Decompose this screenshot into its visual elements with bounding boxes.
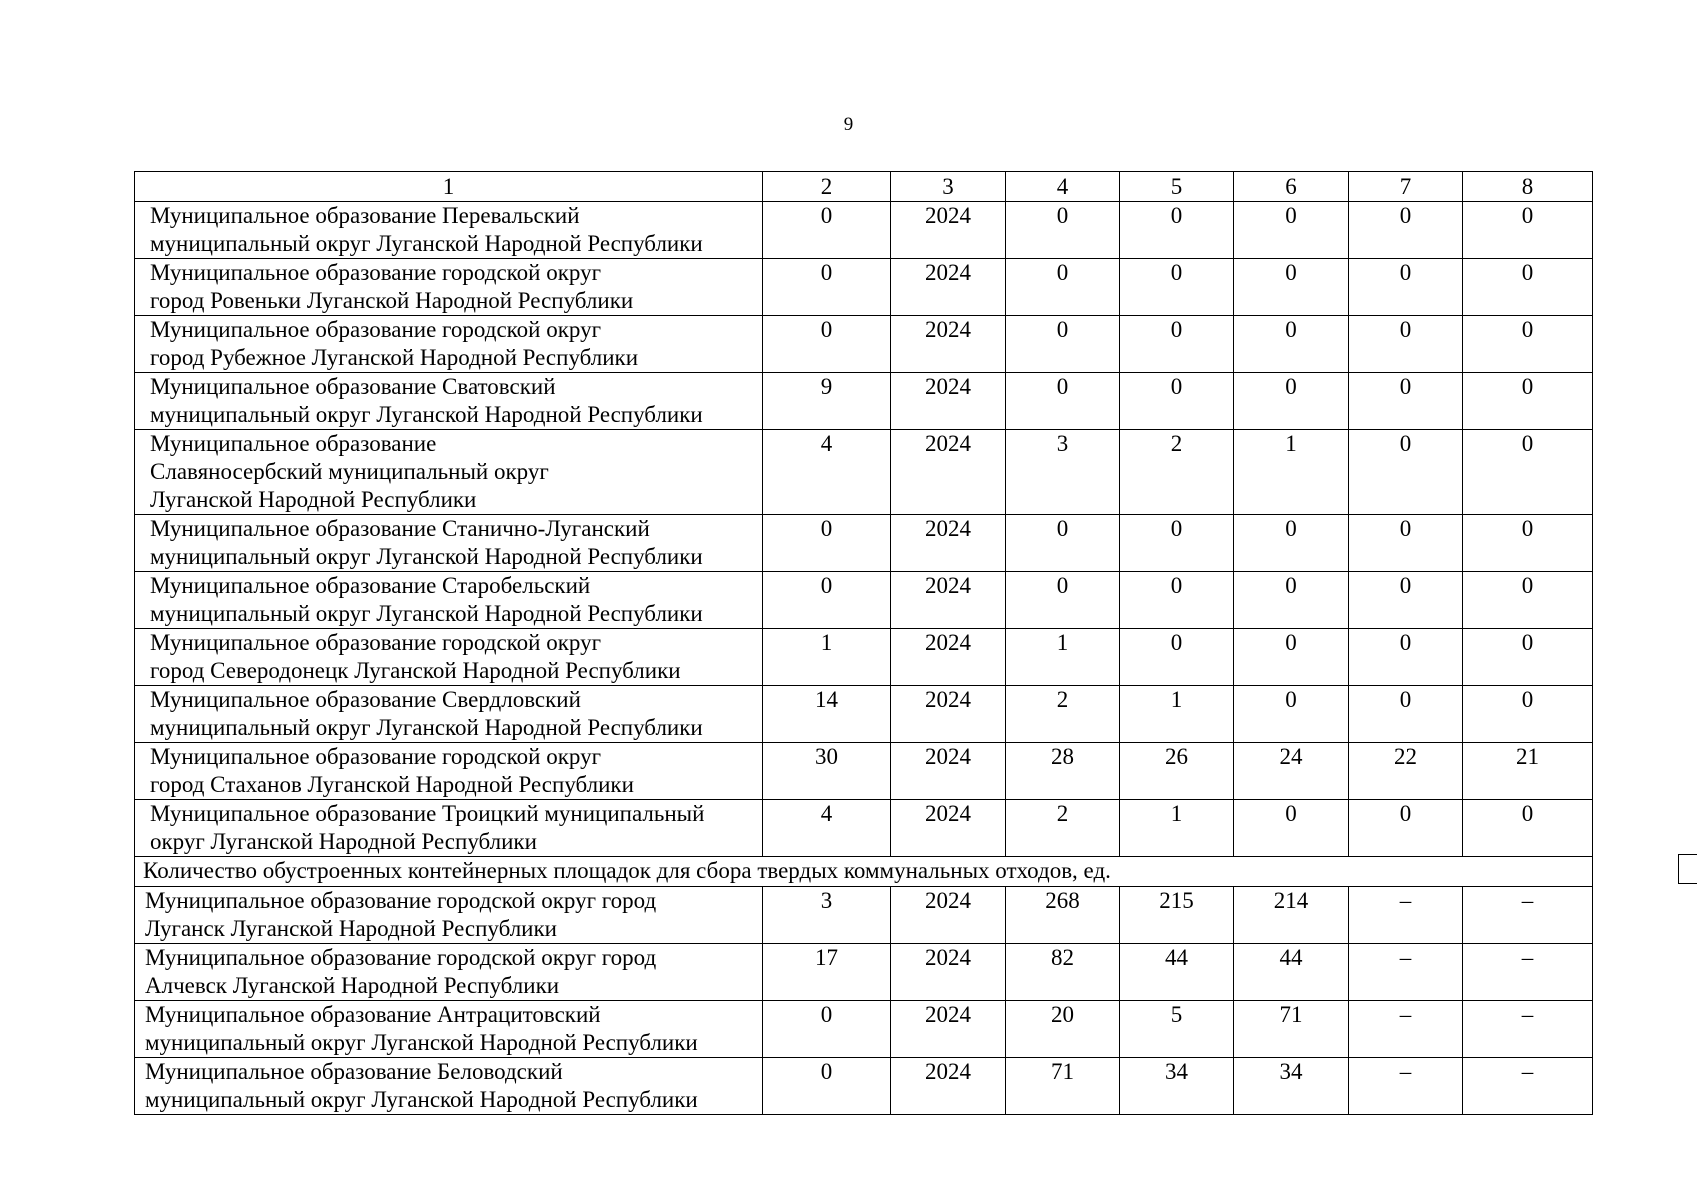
- value-cell-col-3: 2024: [891, 686, 1006, 743]
- value-cell-col-4: 82: [1006, 944, 1120, 1001]
- municipality-name-line: Муниципальное образование Беловодский: [145, 1059, 563, 1084]
- value-cell-col-8: 21: [1463, 743, 1593, 800]
- page-number: 9: [843, 114, 854, 135]
- value-cell-col-3: 2024: [891, 887, 1006, 944]
- municipality-name-line: муниципальный округ Луганской Народной Республики: [145, 1030, 698, 1055]
- value-cell-col-5: 34: [1120, 1058, 1234, 1115]
- header-cell: 1: [135, 172, 763, 202]
- value-cell-col-4: 0: [1006, 202, 1120, 259]
- header-cell: 2: [763, 172, 891, 202]
- municipality-name-line: Муниципальное образование городской округ: [150, 744, 602, 769]
- value-cell-col-4: 0: [1006, 373, 1120, 430]
- municipality-name-line: Муниципальное образование городской округ: [150, 317, 602, 342]
- municipality-name-line: Муниципальное образование Сватовский: [150, 374, 556, 399]
- value-cell-col-2: 3: [763, 887, 891, 944]
- table-row: [135, 515, 1593, 572]
- section-row: [135, 857, 1593, 887]
- value-cell-col-7: 0: [1349, 202, 1463, 259]
- value-cell-col-7: 0: [1349, 316, 1463, 373]
- table-row: [135, 1001, 1593, 1058]
- municipality-name-line: округ Луганской Народной Республики: [150, 829, 537, 854]
- value-cell-col-2: 0: [763, 259, 891, 316]
- value-cell-col-7: –: [1349, 1001, 1463, 1058]
- municipality-name-line: город Ровеньки Луганской Народной Республики: [150, 288, 634, 313]
- table-row: [135, 944, 1593, 1001]
- table-row: [135, 686, 1593, 743]
- value-cell-col-4: 3: [1006, 430, 1120, 515]
- table-row: [135, 800, 1593, 857]
- value-cell-col-5: 26: [1120, 743, 1234, 800]
- value-cell-col-6: 214: [1234, 887, 1349, 944]
- municipality-name-cell: [135, 316, 763, 373]
- value-cell-col-5: 215: [1120, 887, 1234, 944]
- table-row: [135, 572, 1593, 629]
- municipality-name-cell: [135, 202, 763, 259]
- municipality-name-line: Муниципальное образование Троицкий муниципальный: [150, 801, 705, 826]
- value-cell-col-8: 0: [1463, 373, 1593, 430]
- value-cell-col-6: 0: [1234, 800, 1349, 857]
- value-cell-col-6: 0: [1234, 686, 1349, 743]
- value-cell-col-2: 0: [763, 1001, 891, 1058]
- value-cell-col-7: 0: [1349, 629, 1463, 686]
- municipality-name-line: муниципальный округ Луганской Народной Республики: [150, 231, 703, 256]
- municipality-name-line: муниципальный округ Луганской Народной Республики: [150, 715, 703, 740]
- municipality-name-cell: [135, 373, 763, 430]
- value-cell-col-7: 0: [1349, 686, 1463, 743]
- header-row: [135, 172, 1593, 202]
- value-cell-col-8: 0: [1463, 202, 1593, 259]
- municipality-name-cell: [135, 686, 763, 743]
- value-cell-col-2: 1: [763, 629, 891, 686]
- value-cell-col-6: 34: [1234, 1058, 1349, 1115]
- municipality-name-cell: [135, 572, 763, 629]
- municipality-name-line: Алчевск Луганской Народной Республики: [145, 973, 560, 998]
- value-cell-col-5: 0: [1120, 373, 1234, 430]
- municipality-name-cell: [135, 430, 763, 515]
- header-cell: 7: [1349, 172, 1463, 202]
- value-cell-col-5: 0: [1120, 629, 1234, 686]
- municipality-name-line: город Стаханов Луганской Народной Республики: [150, 772, 634, 797]
- value-cell-col-2: 0: [763, 515, 891, 572]
- value-cell-col-3: 2024: [891, 259, 1006, 316]
- value-cell-col-3: 2024: [891, 629, 1006, 686]
- value-cell-col-5: 2: [1120, 430, 1234, 515]
- value-cell-col-2: 0: [763, 1058, 891, 1115]
- municipality-name-line: Муниципальное образование городской округ город: [145, 888, 657, 913]
- municipality-name-line: город Рубежное Луганской Народной Республики: [150, 345, 639, 370]
- value-cell-col-4: 2: [1006, 686, 1120, 743]
- value-cell-col-7: 22: [1349, 743, 1463, 800]
- value-cell-col-6: 44: [1234, 944, 1349, 1001]
- municipality-name-cell: [135, 259, 763, 316]
- value-cell-col-6: 0: [1234, 629, 1349, 686]
- value-cell-col-2: 9: [763, 373, 891, 430]
- municipality-name-cell: [135, 629, 763, 686]
- value-cell-col-7: 0: [1349, 430, 1463, 515]
- municipality-name-cell: [135, 1001, 763, 1058]
- value-cell-col-3: 2024: [891, 316, 1006, 373]
- municipality-name-line: Муниципальное образование городской округ: [150, 630, 602, 655]
- value-cell-col-4: 2: [1006, 800, 1120, 857]
- table-body: [135, 172, 1593, 1115]
- value-cell-col-6: 71: [1234, 1001, 1349, 1058]
- value-cell-col-4: 71: [1006, 1058, 1120, 1115]
- table-row: [135, 202, 1593, 259]
- value-cell-col-5: 0: [1120, 202, 1234, 259]
- value-cell-col-3: 2024: [891, 800, 1006, 857]
- municipality-name-line: Муниципальное образование Станично-Луганский: [150, 516, 650, 541]
- value-cell-col-4: 28: [1006, 743, 1120, 800]
- municipality-name-cell: [135, 887, 763, 944]
- value-cell-col-7: 0: [1349, 515, 1463, 572]
- data-table: [134, 171, 1593, 1115]
- value-cell-col-2: 0: [763, 572, 891, 629]
- value-cell-col-5: 5: [1120, 1001, 1234, 1058]
- table-row: [135, 1058, 1593, 1115]
- value-cell-col-6: 0: [1234, 515, 1349, 572]
- value-cell-col-3: 2024: [891, 430, 1006, 515]
- table-row: [135, 629, 1593, 686]
- value-cell-col-8: 0: [1463, 800, 1593, 857]
- municipality-name-line: Муниципальное образование Перевальский: [150, 203, 580, 228]
- table-row: [135, 430, 1593, 515]
- value-cell-col-3: 2024: [891, 944, 1006, 1001]
- value-cell-col-4: 268: [1006, 887, 1120, 944]
- municipality-name-line: муниципальный округ Луганской Народной Республики: [150, 601, 703, 626]
- page-edge-mark: [1678, 854, 1697, 884]
- municipality-name-cell: [135, 515, 763, 572]
- value-cell-col-3: 2024: [891, 515, 1006, 572]
- value-cell-col-5: 0: [1120, 259, 1234, 316]
- value-cell-col-4: 0: [1006, 515, 1120, 572]
- value-cell-col-6: 0: [1234, 316, 1349, 373]
- municipality-name-cell: [135, 944, 763, 1001]
- value-cell-col-3: 2024: [891, 1058, 1006, 1115]
- value-cell-col-5: 0: [1120, 572, 1234, 629]
- value-cell-col-6: 1: [1234, 430, 1349, 515]
- value-cell-col-3: 2024: [891, 202, 1006, 259]
- municipality-name-line: Славяносербский муниципальный округ: [150, 459, 549, 484]
- value-cell-col-3: 2024: [891, 373, 1006, 430]
- municipality-name-line: Муниципальное образование Старобельский: [150, 573, 591, 598]
- value-cell-col-7: 0: [1349, 800, 1463, 857]
- municipality-name-cell: [135, 1058, 763, 1115]
- header-cell: 4: [1006, 172, 1120, 202]
- municipality-name-cell: [135, 743, 763, 800]
- section-title: Количество обустроенных контейнерных площадок для сбора твердых коммунальных отходов, ед.: [135, 857, 1593, 887]
- value-cell-col-8: 0: [1463, 686, 1593, 743]
- value-cell-col-8: –: [1463, 887, 1593, 944]
- value-cell-col-8: 0: [1463, 629, 1593, 686]
- value-cell-col-5: 44: [1120, 944, 1234, 1001]
- value-cell-col-8: 0: [1463, 316, 1593, 373]
- value-cell-col-4: 0: [1006, 259, 1120, 316]
- value-cell-col-6: 0: [1234, 572, 1349, 629]
- value-cell-col-8: 0: [1463, 430, 1593, 515]
- header-cell: 3: [891, 172, 1006, 202]
- value-cell-col-6: 24: [1234, 743, 1349, 800]
- value-cell-col-2: 4: [763, 430, 891, 515]
- value-cell-col-8: –: [1463, 1058, 1593, 1115]
- value-cell-col-4: 1: [1006, 629, 1120, 686]
- municipality-name-line: Муниципальное образование городской округ город: [145, 945, 657, 970]
- value-cell-col-6: 0: [1234, 202, 1349, 259]
- value-cell-col-6: 0: [1234, 259, 1349, 316]
- municipality-name-line: Муниципальное образование Свердловский: [150, 687, 581, 712]
- header-cell: 5: [1120, 172, 1234, 202]
- municipality-name-line: Луганск Луганской Народной Республики: [145, 916, 557, 941]
- value-cell-col-5: 0: [1120, 515, 1234, 572]
- value-cell-col-8: –: [1463, 1001, 1593, 1058]
- value-cell-col-7: –: [1349, 887, 1463, 944]
- value-cell-col-4: 0: [1006, 316, 1120, 373]
- header-cell: 8: [1463, 172, 1593, 202]
- value-cell-col-2: 4: [763, 800, 891, 857]
- value-cell-col-5: 1: [1120, 686, 1234, 743]
- header-cell: 6: [1234, 172, 1349, 202]
- value-cell-col-4: 0: [1006, 572, 1120, 629]
- value-cell-col-7: –: [1349, 944, 1463, 1001]
- value-cell-col-7: –: [1349, 1058, 1463, 1115]
- table-row: [135, 743, 1593, 800]
- value-cell-col-7: 0: [1349, 572, 1463, 629]
- value-cell-col-2: 0: [763, 316, 891, 373]
- municipality-name-line: муниципальный округ Луганской Народной Республики: [150, 402, 703, 427]
- value-cell-col-8: 0: [1463, 259, 1593, 316]
- value-cell-col-8: 0: [1463, 515, 1593, 572]
- value-cell-col-3: 2024: [891, 743, 1006, 800]
- value-cell-col-8: –: [1463, 944, 1593, 1001]
- value-cell-col-2: 17: [763, 944, 891, 1001]
- municipality-name-line: муниципальный округ Луганской Народной Республики: [150, 544, 703, 569]
- value-cell-col-7: 0: [1349, 259, 1463, 316]
- municipality-name-line: Муниципальное образование городской округ: [150, 260, 602, 285]
- value-cell-col-2: 30: [763, 743, 891, 800]
- municipality-name-line: Луганской Народной Республики: [150, 487, 477, 512]
- table-row: [135, 316, 1593, 373]
- value-cell-col-6: 0: [1234, 373, 1349, 430]
- municipality-name-line: муниципальный округ Луганской Народной Республики: [145, 1087, 698, 1112]
- value-cell-col-2: 0: [763, 202, 891, 259]
- value-cell-col-3: 2024: [891, 1001, 1006, 1058]
- value-cell-col-3: 2024: [891, 572, 1006, 629]
- table-row: [135, 373, 1593, 430]
- value-cell-col-8: 0: [1463, 572, 1593, 629]
- table-row: [135, 259, 1593, 316]
- municipality-name-line: город Северодонецк Луганской Народной Республики: [150, 658, 681, 683]
- value-cell-col-4: 20: [1006, 1001, 1120, 1058]
- municipality-name-line: Муниципальное образование Антрацитовский: [145, 1002, 601, 1027]
- value-cell-col-2: 14: [763, 686, 891, 743]
- value-cell-col-5: 0: [1120, 316, 1234, 373]
- value-cell-col-7: 0: [1349, 373, 1463, 430]
- table-row: [135, 887, 1593, 944]
- value-cell-col-5: 1: [1120, 800, 1234, 857]
- municipality-name-line: Муниципальное образование: [150, 431, 437, 456]
- municipality-name-cell: [135, 800, 763, 857]
